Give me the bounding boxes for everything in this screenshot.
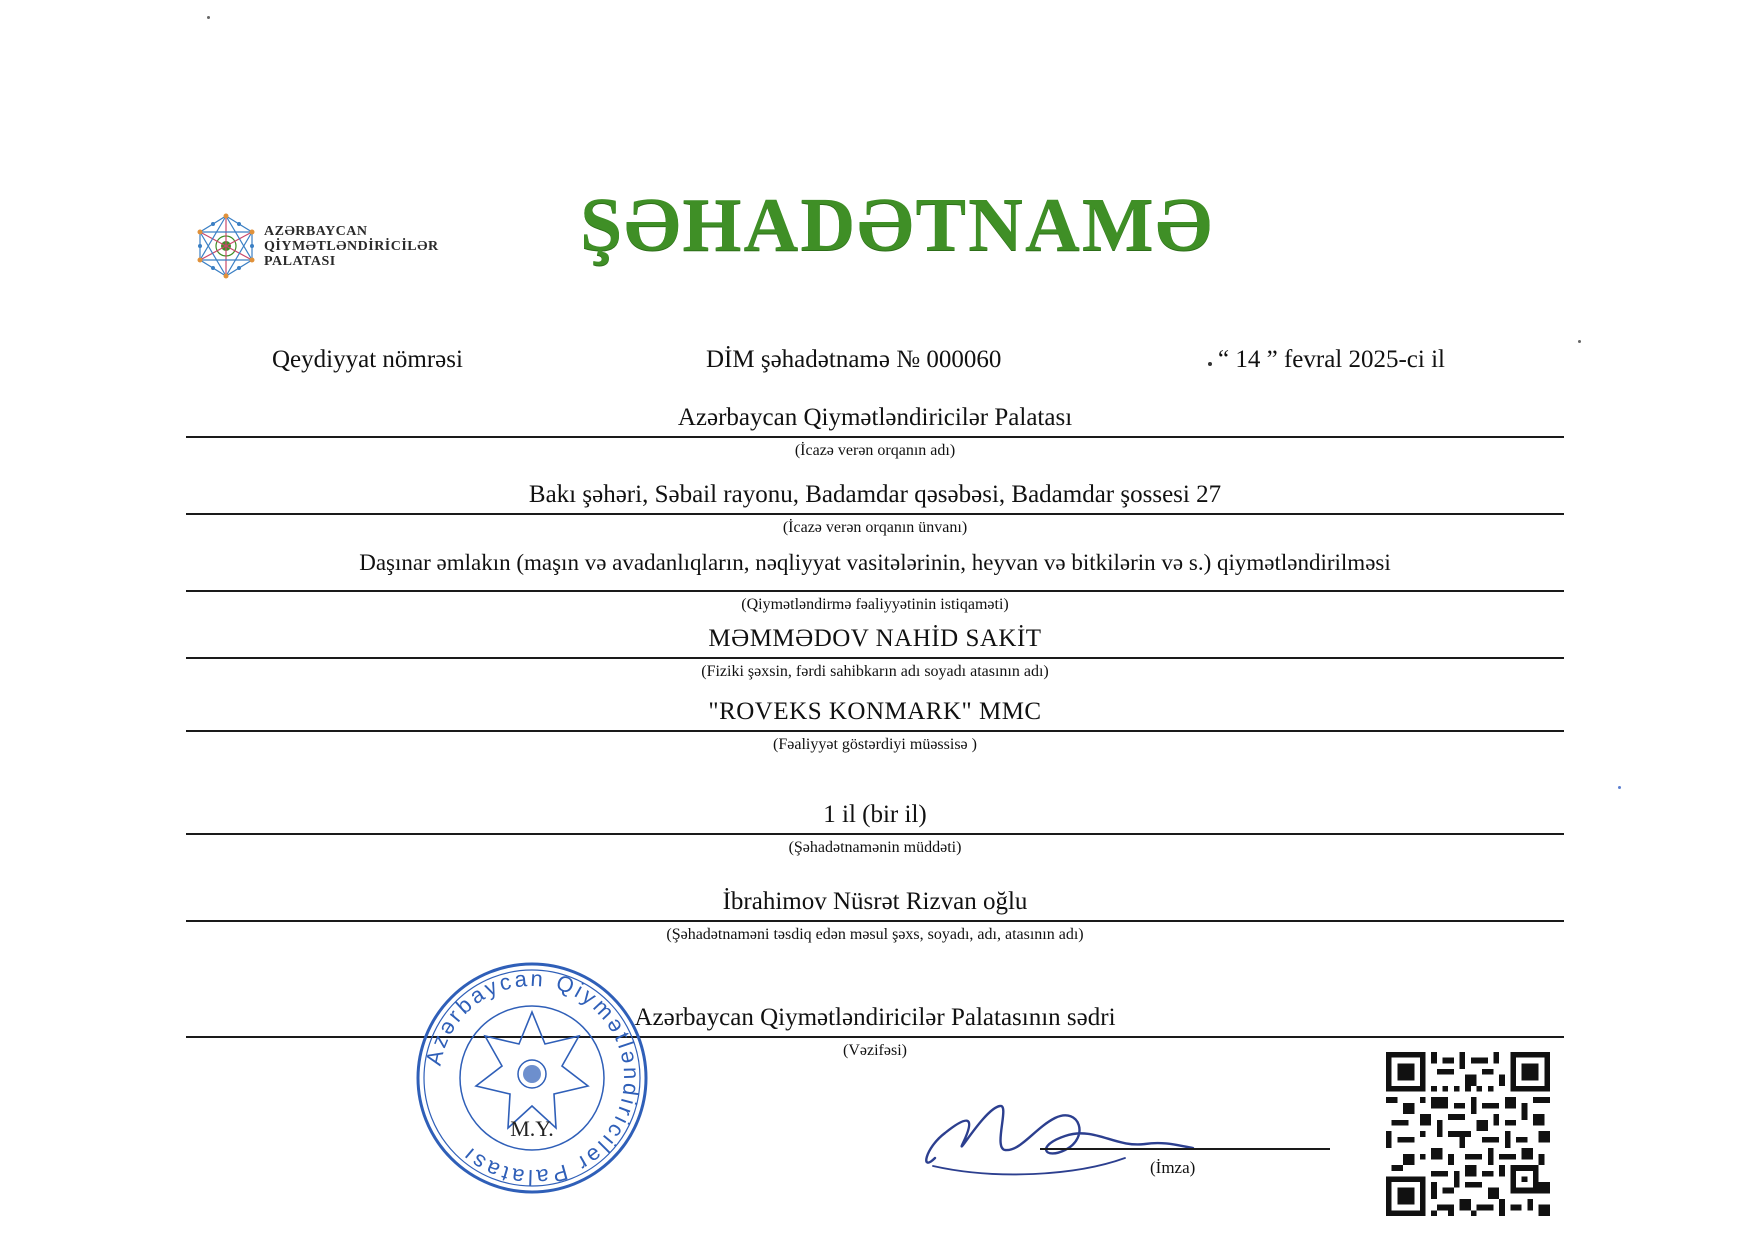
- field-position: [186, 1003, 1564, 1061]
- field-value: Azərbaycan Qiymətləndiricilər Palatasının sədri: [634, 1004, 1116, 1031]
- signature-caption: (İmza): [1150, 1158, 1196, 1177]
- field-underline: [186, 833, 1564, 835]
- field-underline: [186, 513, 1564, 515]
- stamp-ring-text: Azərbaycan Qiymətləndiricilər Palatası: [420, 965, 645, 1191]
- field-underline: [186, 920, 1564, 922]
- field-responsible-person: [186, 887, 1564, 945]
- field-value: Azərbaycan Qiymətləndiricilər Palatası: [677, 404, 1073, 431]
- field-person-name: [186, 624, 1564, 682]
- registration-label: Qeydiyyat nömrəsi: [272, 346, 463, 373]
- speck: [207, 16, 210, 19]
- field-value: Bakı şəhəri, Səbail rayonu, Badamdar qəsəbəsi, Badamdar şossesi 27: [528, 481, 1222, 508]
- field-caption: (Fiziki şəxsin, fərdi sahibkarın adı soyadı atasının adı): [701, 663, 1049, 680]
- field-underline: [186, 657, 1564, 659]
- field-value: 1 il (bir il): [823, 801, 927, 828]
- field-caption: (Vəzifəsi): [843, 1042, 907, 1059]
- speck: [1208, 362, 1212, 366]
- field-value: İbrahimov Nüsrət Rizvan oğlu: [722, 888, 1028, 915]
- field-caption: (İcazə verən orqanın adı): [794, 442, 956, 459]
- speck: [1618, 786, 1621, 789]
- stamp-center-text: M.Y.: [510, 1116, 554, 1141]
- field-underline: [186, 730, 1564, 732]
- chamber-emblem-icon: [190, 210, 262, 282]
- field-value: "ROVEKS KONMARK" MMC: [708, 698, 1042, 725]
- field-underline: [186, 1036, 1564, 1038]
- logo-line-2: QİYMƏTLƏNDİRİCİLƏR: [264, 239, 439, 254]
- field-caption: (Fəaliyyət göstərdiyi müəssisə ): [773, 736, 977, 753]
- field-authority-address: [186, 480, 1564, 538]
- field-underline: [186, 436, 1564, 438]
- logo-line-3: PALATASI: [264, 254, 336, 269]
- document-title: ŞƏHADƏTNAMƏ: [580, 183, 1214, 267]
- field-valuation-direction: [186, 548, 1564, 615]
- field-caption: (İcazə verən orqanın ünvanı): [782, 519, 968, 536]
- field-enterprise: [186, 697, 1564, 755]
- official-stamp: [414, 960, 650, 1196]
- logo-line-1: AZƏRBAYCAN: [264, 224, 368, 239]
- signature-line: [1040, 1148, 1330, 1150]
- field-issuing-authority: [186, 403, 1564, 461]
- field-validity-period: [186, 800, 1564, 858]
- logo-text: [264, 224, 439, 269]
- chamber-logo: [190, 210, 460, 290]
- certificate-number: DİM şəhadətnamə № 000060: [706, 346, 1002, 373]
- field-value: MƏMMƏDOV NAHİD SAKİT: [708, 625, 1042, 652]
- field-value: Daşınar əmlakın (maşın və avadanlıqların, nəqliyyat vasitələrinin, heyvan və bitkilərin və s.) qiymətləndirilməsi: [359, 550, 1391, 575]
- field-underline: [186, 590, 1564, 592]
- field-caption: (Qiymətləndirmə fəaliyyətinin istiqaməti): [741, 596, 1009, 613]
- speck: [1578, 340, 1581, 343]
- issue-date: “ 14 ” fevral 2025-ci il: [1218, 346, 1445, 373]
- field-caption: (Şəhadətnaməni təsdiq edən məsul şəxs, soyadı, adı, atasının adı): [666, 926, 1084, 943]
- qr-code: [1386, 1052, 1550, 1216]
- field-caption: (Şəhadətnamənin müddəti): [788, 839, 962, 856]
